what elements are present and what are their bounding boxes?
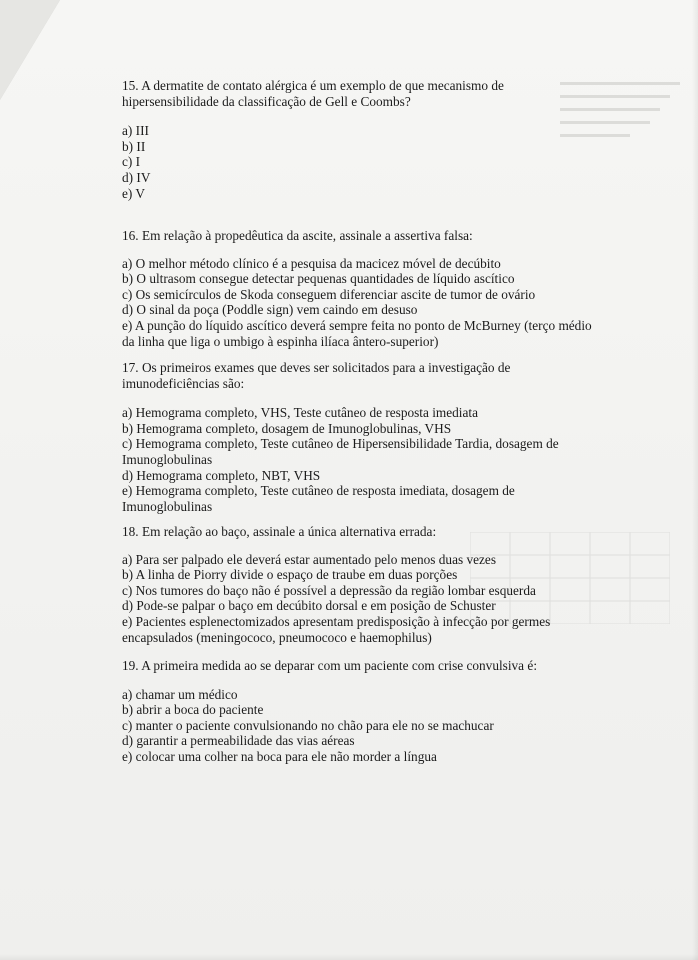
question-17 [122,360,592,514]
answer-option[interactable]: c) Os semicírculos de Skoda conseguem diferenciar ascite de tumor de ovário [122,286,536,302]
answer-option[interactable]: e) Pacientes esplenectomizados apresentam predisposição à infecção por germes encapsulados (meningococo, pneumococo e haemophilus) [122,613,551,645]
answer-option[interactable]: b) abrir a boca do paciente [122,702,264,718]
answer-option[interactable]: b) Hemograma completo, dosagem de Imunoglobulinas, VHS [122,420,452,436]
answer-option[interactable]: e) Hemograma completo, Teste cutâneo de resposta imediata, dosagem de Imunoglobulinas [122,483,515,514]
question-stem: 19. A primeira medida ao se deparar com um paciente com crise convulsiva é: [122,658,538,673]
answer-option[interactable]: c) Nos tumores do baço não é possível a depressão da região lombar esquerda [122,582,536,598]
answer-option[interactable]: e) A punção do líquido ascítico deverá sempre feita no ponto de McBurney (terço médio da linha que liga o umbigo à espinha ilíaca ântero-superior) [122,317,592,349]
question-19 [122,658,592,765]
answer-option[interactable]: d) Pode-se palpar o baço em decúbito dorsal e em posição de Schuster [122,598,496,614]
answer-option[interactable]: c) manter o paciente convulsionando no chão para ele no se machucar [122,717,494,733]
answer-option[interactable]: c) I [122,154,141,170]
question-stem: 16. Em relação à propedêutica da ascite, assinale a assertiva falsa: [122,228,473,243]
answer-option[interactable]: a) chamar um médico [122,686,238,702]
answer-option[interactable]: c) Hemograma completo, Teste cutâneo de Hipersensibilidade Tardia, dosagem de Imunoglobulinas [122,436,559,467]
answer-option[interactable]: e) V [122,185,146,201]
answer-option[interactable]: a) Hemograma completo, VHS, Teste cutâneo de resposta imediata [122,405,479,421]
answer-option[interactable]: b) O ultrasom consegue detectar pequenas quantidades de líquido ascítico [122,271,515,287]
question-stem: 17. Os primeiros exames que deves ser solicitados para a investigação de imunodeficiências são: [122,360,511,391]
answer-option[interactable]: b) A linha de Piorry divide o espaço de traube em duas porções [122,567,458,583]
question-16 [122,228,592,349]
question-18 [122,524,592,645]
answer-option[interactable]: d) O sinal da poça (Poddle sign) vem caindo em desuso [122,302,418,318]
answer-option[interactable]: e) colocar uma colher na boca para ele não morder a língua [122,748,437,764]
answer-option[interactable]: a) O melhor método clínico é a pesquisa da macicez móvel de decúbito [122,255,501,271]
question-15 [122,78,592,201]
answer-option[interactable]: d) garantir a permeabilidade das vias aéreas [122,733,355,749]
answer-option[interactable]: b) II [122,138,146,154]
question-stem: 15. A dermatite de contato alérgica é um exemplo de que mecanismo de hipersensibilidade da classificação de Gell e Coombs? [122,78,504,109]
question-stem: 18. Em relação ao baço, assinale a única alternativa errada: [122,524,437,539]
page-bottom-shadow [0,954,698,960]
answer-option[interactable]: a) III [122,123,149,139]
answer-option[interactable]: d) Hemograma completo, NBT, VHS [122,467,321,483]
answer-option[interactable]: a) Para ser palpado ele deverá estar aumentado pelo menos duas vezes [122,551,496,567]
answer-option[interactable]: d) IV [122,169,151,185]
page-edge-shadow [692,0,698,960]
